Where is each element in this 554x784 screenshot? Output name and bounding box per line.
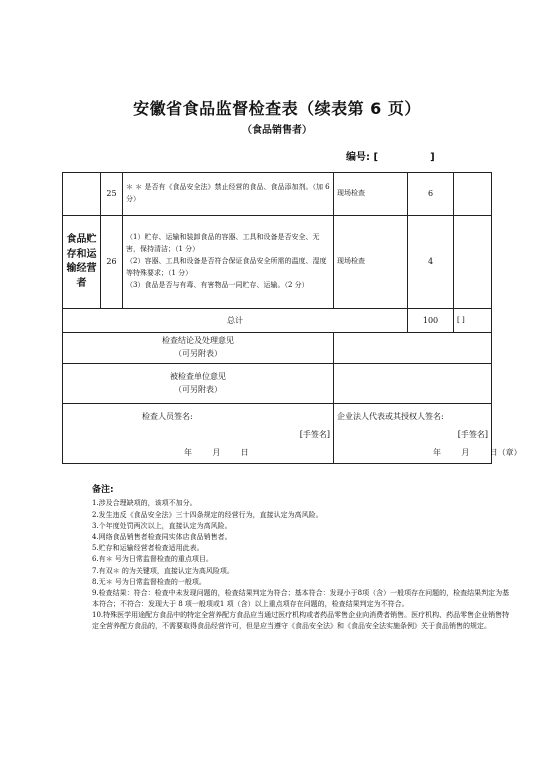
item-score: 6: [408, 173, 454, 216]
opinion-row: [63, 364, 492, 404]
category-cell: 食品贮存和运输经营者: [63, 216, 101, 309]
note-item: 7.有双＊ 的为关键项，直接认定为高风险项。: [92, 566, 234, 575]
note-item: 4.网络食品销售者检查同实体店食品销售者。: [92, 532, 232, 541]
inspection-table: [62, 172, 522, 464]
note-item: 2.发生违反《食品安全法》三十四条规定的经营行为，直接认定为高风险。: [92, 510, 323, 519]
total-score: 100: [408, 309, 454, 333]
table-row: [63, 173, 492, 216]
item-number: 25: [101, 173, 123, 216]
note-item: 10.特殊医学用途配方食品中的特定全营养配方食品应当通过医疗机构或者药品零售企业向消费者销售。医疗机构、药品零售企业销售特定全营养配方食品的，不需要取得食品经营许可，但是应当遵守《食品安全法》和《食品安全法实施条例》关于食品销售的规定。: [92, 611, 510, 631]
total-label: 总计: [63, 309, 408, 333]
legal-date: 年 月 日（章）: [433, 448, 522, 458]
check-method: 现场检查: [334, 216, 408, 309]
signature-row: [63, 404, 492, 464]
page-subtitle: （食品销售者）: [242, 125, 312, 136]
note-item: 9.检查结果：符合：检查中未发现问题的，检查结果判定为符合；基本符合：发现小于8项（含）一般项存在问题的，检查结果判定为基本符合；不符合：发现大于 8 项一般项或1 项（含）以上重点项存在问题的，检查结果判定为不符合。: [92, 588, 510, 609]
inspector-sign-tag: [手签名]: [299, 429, 330, 439]
note-item: 5.贮存和运输经营者检查适用此表。: [92, 544, 204, 553]
note-item: 6.有＊ 号为日常监督检查的重点项目。: [92, 555, 213, 564]
note-item: 1.涉及合理缺项的，该项不加分。: [92, 499, 197, 508]
serial-number: [346, 148, 435, 163]
conclusion-row: [63, 333, 492, 364]
note-item: 3.个年度处罚两次以上，直接认定为高风险。: [92, 521, 232, 530]
inspector-date: 年 月 日: [184, 448, 249, 458]
item-content: ＊ ＊ 是否有《食品安全法》禁止经营的食品、食品添加剂。（加 6 分）: [123, 173, 334, 216]
serial-close: ]: [430, 152, 435, 163]
inspector-sign-label: 检查人员签名:: [142, 412, 193, 421]
page-title: 安徽省食品监督检查表（续表第 6 页）: [133, 99, 421, 118]
legal-sign-tag: [手签名]: [457, 429, 488, 439]
check-method: 现场检查: [334, 173, 408, 216]
item-result[interactable]: [454, 216, 492, 309]
serial-label: 编号:: [346, 152, 370, 163]
item-content: （1）贮存、运输和装卸食品的容器、工具和设备是否安全、无害，保持清洁；（1 分） （2）容器、工具和设备是否符合保证食品安全所需的温度、湿度等特殊要求；（1 分） （3）食品是否与有毒、有害物品一同贮存、运输。（2 分）: [123, 216, 334, 309]
inspector-signature-cell[interactable]: [63, 404, 334, 464]
notes-section: [92, 483, 512, 633]
notes-heading: 备注:: [92, 485, 114, 495]
conclusion-field[interactable]: [334, 333, 492, 364]
item-score: 4: [408, 216, 454, 309]
legal-sign-label: 企业法人代表或其授权人签名:: [337, 412, 444, 421]
note-item: 8.无＊ 号为日常监督检查的一般项。: [92, 577, 206, 586]
legal-signature-cell[interactable]: [334, 404, 522, 464]
category-cell: [63, 173, 101, 216]
item-number: 26: [101, 216, 123, 309]
inspected-opinion-field[interactable]: [334, 364, 492, 404]
table-row: [63, 216, 492, 309]
conclusion-label: 检查结论及处理意见 （可另附表）: [63, 333, 334, 364]
serial-open: [: [373, 152, 379, 163]
total-row: [63, 309, 492, 333]
item-result[interactable]: [454, 173, 492, 216]
inspected-opinion-label: 被检查单位意见 （可另附表）: [63, 364, 334, 404]
total-result[interactable]: [ ]: [454, 309, 492, 333]
